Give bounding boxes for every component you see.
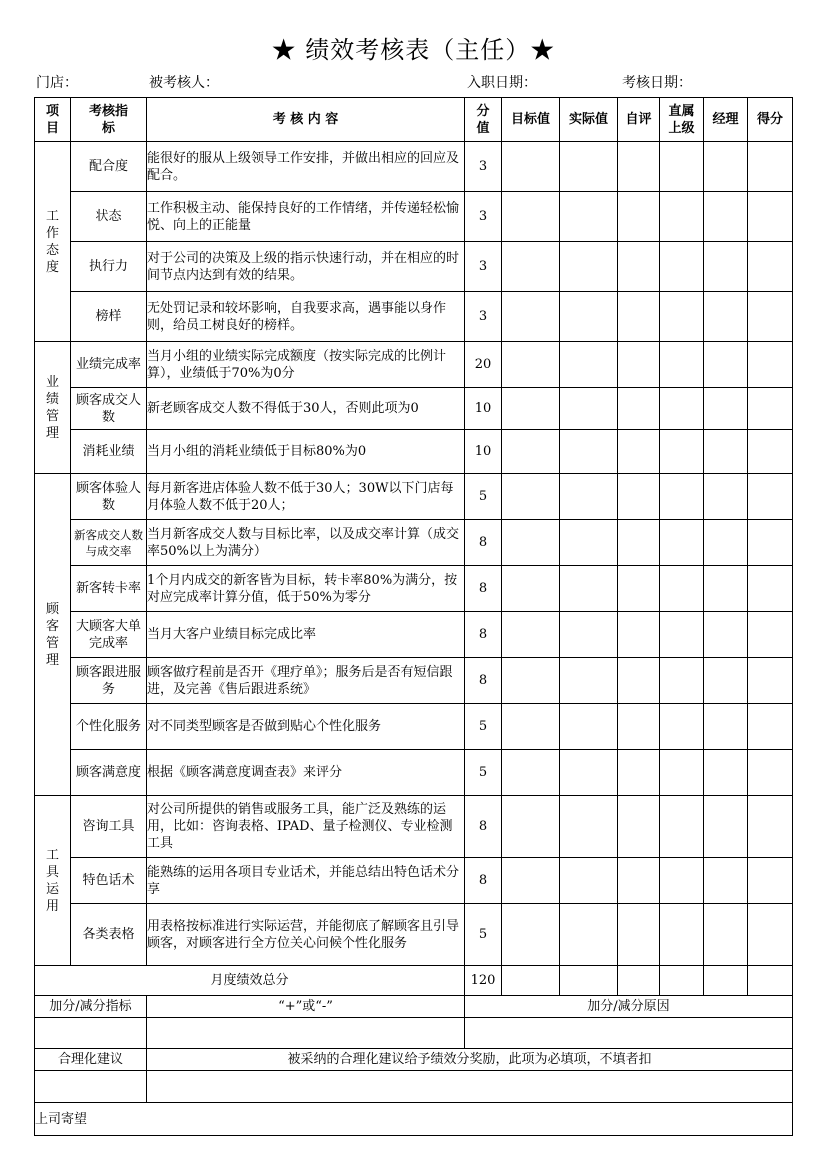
self-eval-cell[interactable]: [618, 750, 660, 796]
table-row: [35, 566, 793, 612]
actual-cell[interactable]: [560, 192, 618, 242]
suggestion-input-row: [35, 1071, 793, 1103]
actual-cell[interactable]: [560, 904, 618, 966]
suggestion-label: 合理化建议: [35, 1049, 147, 1071]
content-cell: 1个月内成交的新客皆为目标，转卡率80%为满分，按对应完成率计算分值，低于50%为零分: [147, 566, 465, 612]
target-cell[interactable]: [502, 192, 560, 242]
points-cell: 5: [465, 904, 502, 966]
table-row: [35, 612, 793, 658]
content-cell: 当月新客成交人数与目标比率，以及成交率计算（成交率50%以上为满分）: [147, 520, 465, 566]
bonus-input-row: [35, 1018, 793, 1049]
score-cell[interactable]: [748, 966, 793, 996]
score-cell[interactable]: [748, 342, 793, 388]
indicator-cell: 大顾客大单完成率: [71, 612, 147, 658]
target-cell[interactable]: [502, 342, 560, 388]
table-row: [35, 750, 793, 796]
score-cell[interactable]: [748, 388, 793, 430]
points-cell: 8: [465, 796, 502, 858]
score-cell[interactable]: [748, 242, 793, 292]
target-cell[interactable]: [502, 966, 560, 996]
actual-cell[interactable]: [560, 430, 618, 474]
target-cell[interactable]: [502, 388, 560, 430]
points-cell: 3: [465, 192, 502, 242]
actual-cell[interactable]: [560, 750, 618, 796]
indicator-cell: 各类表格: [71, 904, 147, 966]
actual-cell[interactable]: [560, 388, 618, 430]
points-cell: 5: [465, 474, 502, 520]
header-points: 分值: [465, 98, 502, 142]
assessment-table: [34, 97, 793, 1136]
bonus-sign: “+”或“-”: [147, 996, 465, 1018]
score-cell[interactable]: [748, 704, 793, 750]
content-cell: 顾客做疗程前是否开《理疗单》；服务后是否有短信跟进，及完善《售后跟进系统》: [147, 658, 465, 704]
indicator-cell: 业绩完成率: [71, 342, 147, 388]
score-cell[interactable]: [748, 520, 793, 566]
table-row: [35, 704, 793, 750]
superior-cell[interactable]: [660, 430, 704, 474]
bonus-label: 加分/减分指标: [35, 996, 147, 1018]
indicator-cell: 状态: [71, 192, 147, 242]
points-cell: 3: [465, 242, 502, 292]
points-cell: 10: [465, 388, 502, 430]
header-manager: 经理: [704, 98, 748, 142]
self-eval-cell[interactable]: [618, 612, 660, 658]
category-cell: [35, 342, 71, 474]
actual-cell[interactable]: [560, 292, 618, 342]
suggestion-input[interactable]: [147, 1071, 793, 1103]
manager-cell[interactable]: [704, 566, 748, 612]
manager-cell[interactable]: [704, 796, 748, 858]
content-cell: 无处罚记录和较坏影响，自我要求高，遇事能以身作则，给员工树良好的榜样。: [147, 292, 465, 342]
indicator-cell: 咨询工具: [71, 796, 147, 858]
target-cell[interactable]: [502, 142, 560, 192]
actual-cell[interactable]: [560, 566, 618, 612]
target-cell[interactable]: [502, 796, 560, 858]
superior-cell[interactable]: [660, 858, 704, 904]
actual-cell[interactable]: [560, 966, 618, 996]
score-cell[interactable]: [748, 142, 793, 192]
manager-cell[interactable]: [704, 388, 748, 430]
actual-cell[interactable]: [560, 520, 618, 566]
manager-cell[interactable]: [704, 192, 748, 242]
superior-cell[interactable]: [660, 142, 704, 192]
header-target: 目标值: [502, 98, 560, 142]
points-cell: 5: [465, 704, 502, 750]
superior-cell[interactable]: [660, 474, 704, 520]
header-content: 考 核 内 容: [147, 98, 465, 142]
score-cell[interactable]: [748, 904, 793, 966]
actual-cell[interactable]: [560, 142, 618, 192]
points-cell: 5: [465, 750, 502, 796]
superior-cell[interactable]: [660, 342, 704, 388]
manager-cell[interactable]: [704, 658, 748, 704]
points-cell: 8: [465, 566, 502, 612]
indicator-cell: 个性化服务: [71, 704, 147, 750]
actual-cell[interactable]: [560, 242, 618, 292]
suggestion-header-row: [35, 1049, 793, 1071]
total-row: [35, 966, 793, 996]
expectation-label[interactable]: 上司寄望: [35, 1103, 793, 1136]
manager-cell[interactable]: [704, 704, 748, 750]
score-cell[interactable]: [748, 292, 793, 342]
points-cell: 10: [465, 430, 502, 474]
category-cell: [35, 796, 71, 966]
self-eval-cell[interactable]: [618, 474, 660, 520]
content-cell: 新老顾客成交人数不得低于30人，否则此项为0: [147, 388, 465, 430]
actual-cell[interactable]: [560, 612, 618, 658]
category-cell: [35, 474, 71, 796]
suggestion-text: 被采纳的合理化建议给予绩效分奖励，此项为必填项，不填者扣: [147, 1049, 793, 1071]
superior-cell[interactable]: [660, 904, 704, 966]
self-eval-cell[interactable]: [618, 342, 660, 388]
target-cell[interactable]: [502, 566, 560, 612]
category-label: 顾客管理: [45, 601, 59, 668]
score-cell[interactable]: [748, 858, 793, 904]
assess-date-label: 考核日期：: [622, 75, 692, 91]
header-score: 得分: [748, 98, 793, 142]
table-row: [35, 142, 793, 192]
self-eval-cell[interactable]: [618, 520, 660, 566]
self-eval-cell[interactable]: [618, 388, 660, 430]
table-row: [35, 796, 793, 858]
manager-cell[interactable]: [704, 292, 748, 342]
header-superior: 直属上级: [660, 98, 704, 142]
points-cell: 3: [465, 142, 502, 192]
manager-cell[interactable]: [704, 904, 748, 966]
content-cell: 能很好的服从上级领导工作安排，并做出相应的回应及配合。: [147, 142, 465, 192]
self-eval-cell[interactable]: [618, 966, 660, 996]
self-eval-cell[interactable]: [618, 704, 660, 750]
points-cell: 8: [465, 612, 502, 658]
bonus-header-row: [35, 996, 793, 1018]
content-cell: 对不同类型顾客是否做到贴心个性化服务: [147, 704, 465, 750]
score-cell[interactable]: [748, 430, 793, 474]
superior-cell[interactable]: [660, 192, 704, 242]
manager-cell[interactable]: [704, 474, 748, 520]
target-cell[interactable]: [502, 430, 560, 474]
indicator-cell: 新客转卡率: [71, 566, 147, 612]
superior-cell[interactable]: [660, 658, 704, 704]
header-actual: 实际值: [560, 98, 618, 142]
actual-cell[interactable]: [560, 342, 618, 388]
points-cell: 3: [465, 292, 502, 342]
self-eval-cell[interactable]: [618, 292, 660, 342]
table-row: [35, 430, 793, 474]
content-cell: 对公司所提供的销售或服务工具，能广泛及熟练的运用，比如：咨询表格、IPAD、量子检测仪、专业检测工具: [147, 796, 465, 858]
points-cell: 20: [465, 342, 502, 388]
target-cell[interactable]: [502, 750, 560, 796]
target-cell[interactable]: [502, 658, 560, 704]
target-cell[interactable]: [502, 292, 560, 342]
manager-cell[interactable]: [704, 142, 748, 192]
superior-cell[interactable]: [660, 612, 704, 658]
actual-cell[interactable]: [560, 796, 618, 858]
self-eval-cell[interactable]: [618, 430, 660, 474]
indicator-cell: 榜样: [71, 292, 147, 342]
bonus-reason-input[interactable]: [465, 1018, 793, 1049]
table-row: [35, 192, 793, 242]
manager-cell[interactable]: [704, 858, 748, 904]
content-cell: 每月新客进店体验人数不低于30人；30W以下门店每月体验人数不低于20人；: [147, 474, 465, 520]
table-row: [35, 292, 793, 342]
target-cell[interactable]: [502, 474, 560, 520]
indicator-cell: 顾客满意度: [71, 750, 147, 796]
indicator-cell: 执行力: [71, 242, 147, 292]
table-row: [35, 904, 793, 966]
page-title: ★ 绩效考核表（主任）★: [271, 36, 556, 64]
store-label: 门店：: [36, 75, 78, 91]
expectation-row: [35, 1103, 793, 1136]
table-row: [35, 520, 793, 566]
indicator-cell: 新客成交人数与成交率: [71, 520, 147, 566]
category-label: 工具运用: [45, 847, 59, 914]
score-cell[interactable]: [748, 612, 793, 658]
self-eval-cell[interactable]: [618, 658, 660, 704]
total-points: 120: [465, 966, 502, 996]
actual-cell[interactable]: [560, 704, 618, 750]
points-cell: 8: [465, 520, 502, 566]
indicator-cell: 配合度: [71, 142, 147, 192]
category-cell: [35, 142, 71, 342]
superior-cell[interactable]: [660, 704, 704, 750]
target-cell[interactable]: [502, 858, 560, 904]
actual-cell[interactable]: [560, 858, 618, 904]
superior-cell[interactable]: [660, 566, 704, 612]
self-eval-cell[interactable]: [618, 242, 660, 292]
content-cell: 工作积极主动、能保持良好的工作情绪，并传递轻松愉悦、向上的正能量: [147, 192, 465, 242]
score-cell[interactable]: [748, 750, 793, 796]
category-label: 工作态度: [45, 208, 59, 275]
indicator-cell: 顾客跟进服务: [71, 658, 147, 704]
indicator-cell: 顾客成交人数: [71, 388, 147, 430]
content-cell: 对于公司的决策及上级的指示快速行动，并在相应的时间节点内达到有效的结果。: [147, 242, 465, 292]
content-cell: 当月大客户业绩目标完成比率: [147, 612, 465, 658]
suggestion-label-blank: [35, 1071, 147, 1103]
bonus-sign-input[interactable]: [147, 1018, 465, 1049]
self-eval-cell[interactable]: [618, 858, 660, 904]
assessee-label: 被考核人：: [149, 75, 219, 91]
table-row: [35, 342, 793, 388]
header-self: 自评: [618, 98, 660, 142]
manager-cell[interactable]: [704, 520, 748, 566]
score-cell[interactable]: [748, 192, 793, 242]
content-cell: 当月小组的业绩实际完成额度（按实际完成的比例计算），业绩低于70%为0分: [147, 342, 465, 388]
self-eval-cell[interactable]: [618, 904, 660, 966]
content-cell: 当月小组的消耗业绩低于目标80%为0: [147, 430, 465, 474]
score-cell[interactable]: [748, 658, 793, 704]
manager-cell[interactable]: [704, 242, 748, 292]
target-cell[interactable]: [502, 520, 560, 566]
content-cell: 根据《顾客满意度调查表》来评分: [147, 750, 465, 796]
bonus-indicator-input[interactable]: [35, 1018, 147, 1049]
category-label: 业绩管理: [45, 374, 59, 441]
manager-cell[interactable]: [704, 750, 748, 796]
superior-cell[interactable]: [660, 388, 704, 430]
self-eval-cell[interactable]: [618, 796, 660, 858]
indicator-cell: 特色话术: [71, 858, 147, 904]
total-label: 月度绩效总分: [35, 966, 465, 996]
points-cell: 8: [465, 658, 502, 704]
table-row: [35, 388, 793, 430]
header-row: [35, 98, 793, 142]
actual-cell[interactable]: [560, 658, 618, 704]
table-row: [35, 242, 793, 292]
target-cell[interactable]: [502, 242, 560, 292]
table-row: [35, 658, 793, 704]
score-cell[interactable]: [748, 796, 793, 858]
indicator-cell: 顾客体验人数: [71, 474, 147, 520]
self-eval-cell[interactable]: [618, 192, 660, 242]
content-cell: 能熟练的运用各项目专业话术，并能总结出特色话术分享: [147, 858, 465, 904]
manager-cell[interactable]: [704, 612, 748, 658]
self-eval-cell[interactable]: [618, 142, 660, 192]
header-indicator: 考核指标: [71, 98, 147, 142]
superior-cell[interactable]: [660, 750, 704, 796]
table-row: [35, 474, 793, 520]
manager-cell[interactable]: [704, 342, 748, 388]
score-cell[interactable]: [748, 566, 793, 612]
points-cell: 8: [465, 858, 502, 904]
superior-cell[interactable]: [660, 966, 704, 996]
target-cell[interactable]: [502, 904, 560, 966]
entry-date-label: 入职日期：: [467, 75, 537, 91]
indicator-cell: 消耗业绩: [71, 430, 147, 474]
superior-cell[interactable]: [660, 520, 704, 566]
header-project: 项目: [35, 98, 71, 142]
actual-cell[interactable]: [560, 474, 618, 520]
table-row: [35, 858, 793, 904]
bonus-reason: 加分/减分原因: [465, 996, 793, 1018]
target-cell[interactable]: [502, 612, 560, 658]
target-cell[interactable]: [502, 704, 560, 750]
self-eval-cell[interactable]: [618, 566, 660, 612]
manager-cell[interactable]: [704, 966, 748, 996]
manager-cell[interactable]: [704, 430, 748, 474]
score-cell[interactable]: [748, 474, 793, 520]
superior-cell[interactable]: [660, 796, 704, 858]
content-cell: 用表格按标准进行实际运营，并能彻底了解顾客且引导顾客，对顾客进行全方位关心问候个性化服务: [147, 904, 465, 966]
superior-cell[interactable]: [660, 292, 704, 342]
superior-cell[interactable]: [660, 242, 704, 292]
